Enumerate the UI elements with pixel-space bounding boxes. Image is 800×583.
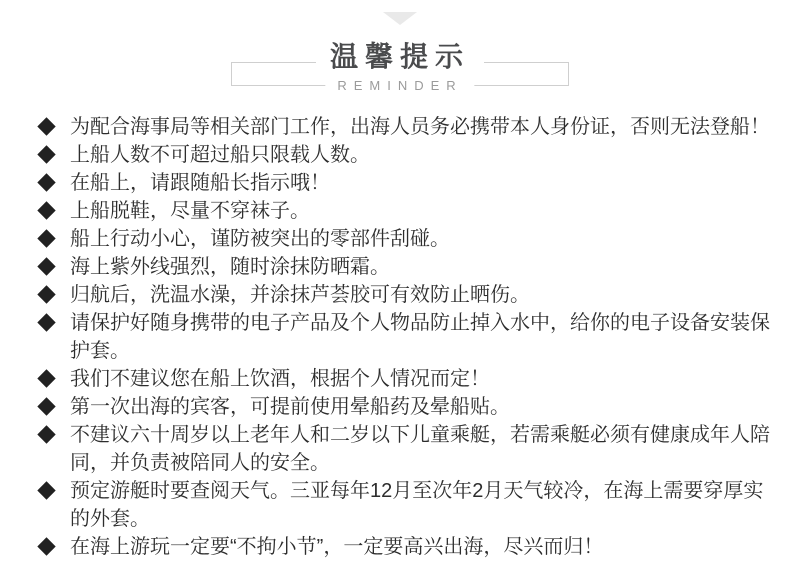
- diamond-bullet-icon: [37, 229, 55, 247]
- notice-list: [38, 113, 772, 561]
- notice-item: [38, 393, 772, 421]
- notice-item: [38, 309, 772, 365]
- notice-text: 海上紫外线强烈，随时涂抹防晒霜。: [70, 256, 390, 278]
- notice-item: [38, 141, 772, 169]
- diamond-bullet-icon: [37, 145, 55, 163]
- page-title: 温馨提示: [316, 42, 484, 73]
- diamond-bullet-icon: [37, 313, 55, 331]
- notice-text: 在海上游玩一定要“不拘小节”，一定要高兴出海，尽兴而归！: [70, 536, 604, 558]
- notice-item: [38, 197, 772, 225]
- notice-text: 第一次出海的宾客，可提前使用晕船药及晕船贴。: [70, 396, 510, 418]
- notice-item: [38, 225, 772, 253]
- diamond-bullet-icon: [37, 117, 55, 135]
- notice-text: 船上行动小心，谨防被突出的零部件刮碰。: [70, 228, 450, 250]
- diamond-bullet-icon: [37, 537, 55, 555]
- page-subtitle: REMINDER: [325, 79, 474, 93]
- notice-text: 归航后，洗温水澡，并涂抹芦荟胶可有效防止晒伤。: [70, 284, 530, 306]
- notice-item: [38, 169, 772, 197]
- notice-item: [38, 533, 772, 561]
- notice-text: 不建议六十周岁以上老年人和二岁以下儿童乘艇，若需乘艇必须有健康成年人陪同，并负责被陪同人的安全。: [70, 424, 770, 474]
- notice-text: 上船人数不可超过船只限载人数。: [70, 144, 370, 166]
- notice-item: [38, 113, 772, 141]
- notice-text: 在船上，请跟随船长指示哦！: [70, 172, 330, 194]
- diamond-bullet-icon: [37, 397, 55, 415]
- diamond-bullet-icon: [37, 481, 55, 499]
- diamond-bullet-icon: [37, 425, 55, 443]
- notice-text: 为配合海事局等相关部门工作，出海人员务必携带本人身份证，否则无法登船！: [70, 116, 770, 138]
- diamond-bullet-icon: [37, 257, 55, 275]
- notice-item: [38, 253, 772, 281]
- diamond-bullet-icon: [37, 285, 55, 303]
- notice-text: 请保护好随身携带的电子产品及个人物品防止掉入水中，给你的电子设备安装保护套。: [70, 312, 770, 362]
- notice-item: [38, 281, 772, 309]
- notice-item: [38, 477, 772, 533]
- diamond-bullet-icon: [37, 173, 55, 191]
- notice-item: [38, 421, 772, 477]
- notice-item: [38, 365, 772, 393]
- diamond-bullet-icon: [37, 369, 55, 387]
- notice-text: 我们不建议您在船上饮酒，根据个人情况而定！: [70, 368, 490, 390]
- diamond-bullet-icon: [37, 201, 55, 219]
- notice-text: 上船脱鞋，尽量不穿袜子。: [70, 200, 310, 222]
- reminder-header: [231, 41, 569, 93]
- notice-text: 预定游艇时要查阅天气。三亚每年12月至次年2月天气较冷，在海上需要穿厚实的外套。: [70, 480, 764, 530]
- triangle-down-icon: [383, 12, 417, 25]
